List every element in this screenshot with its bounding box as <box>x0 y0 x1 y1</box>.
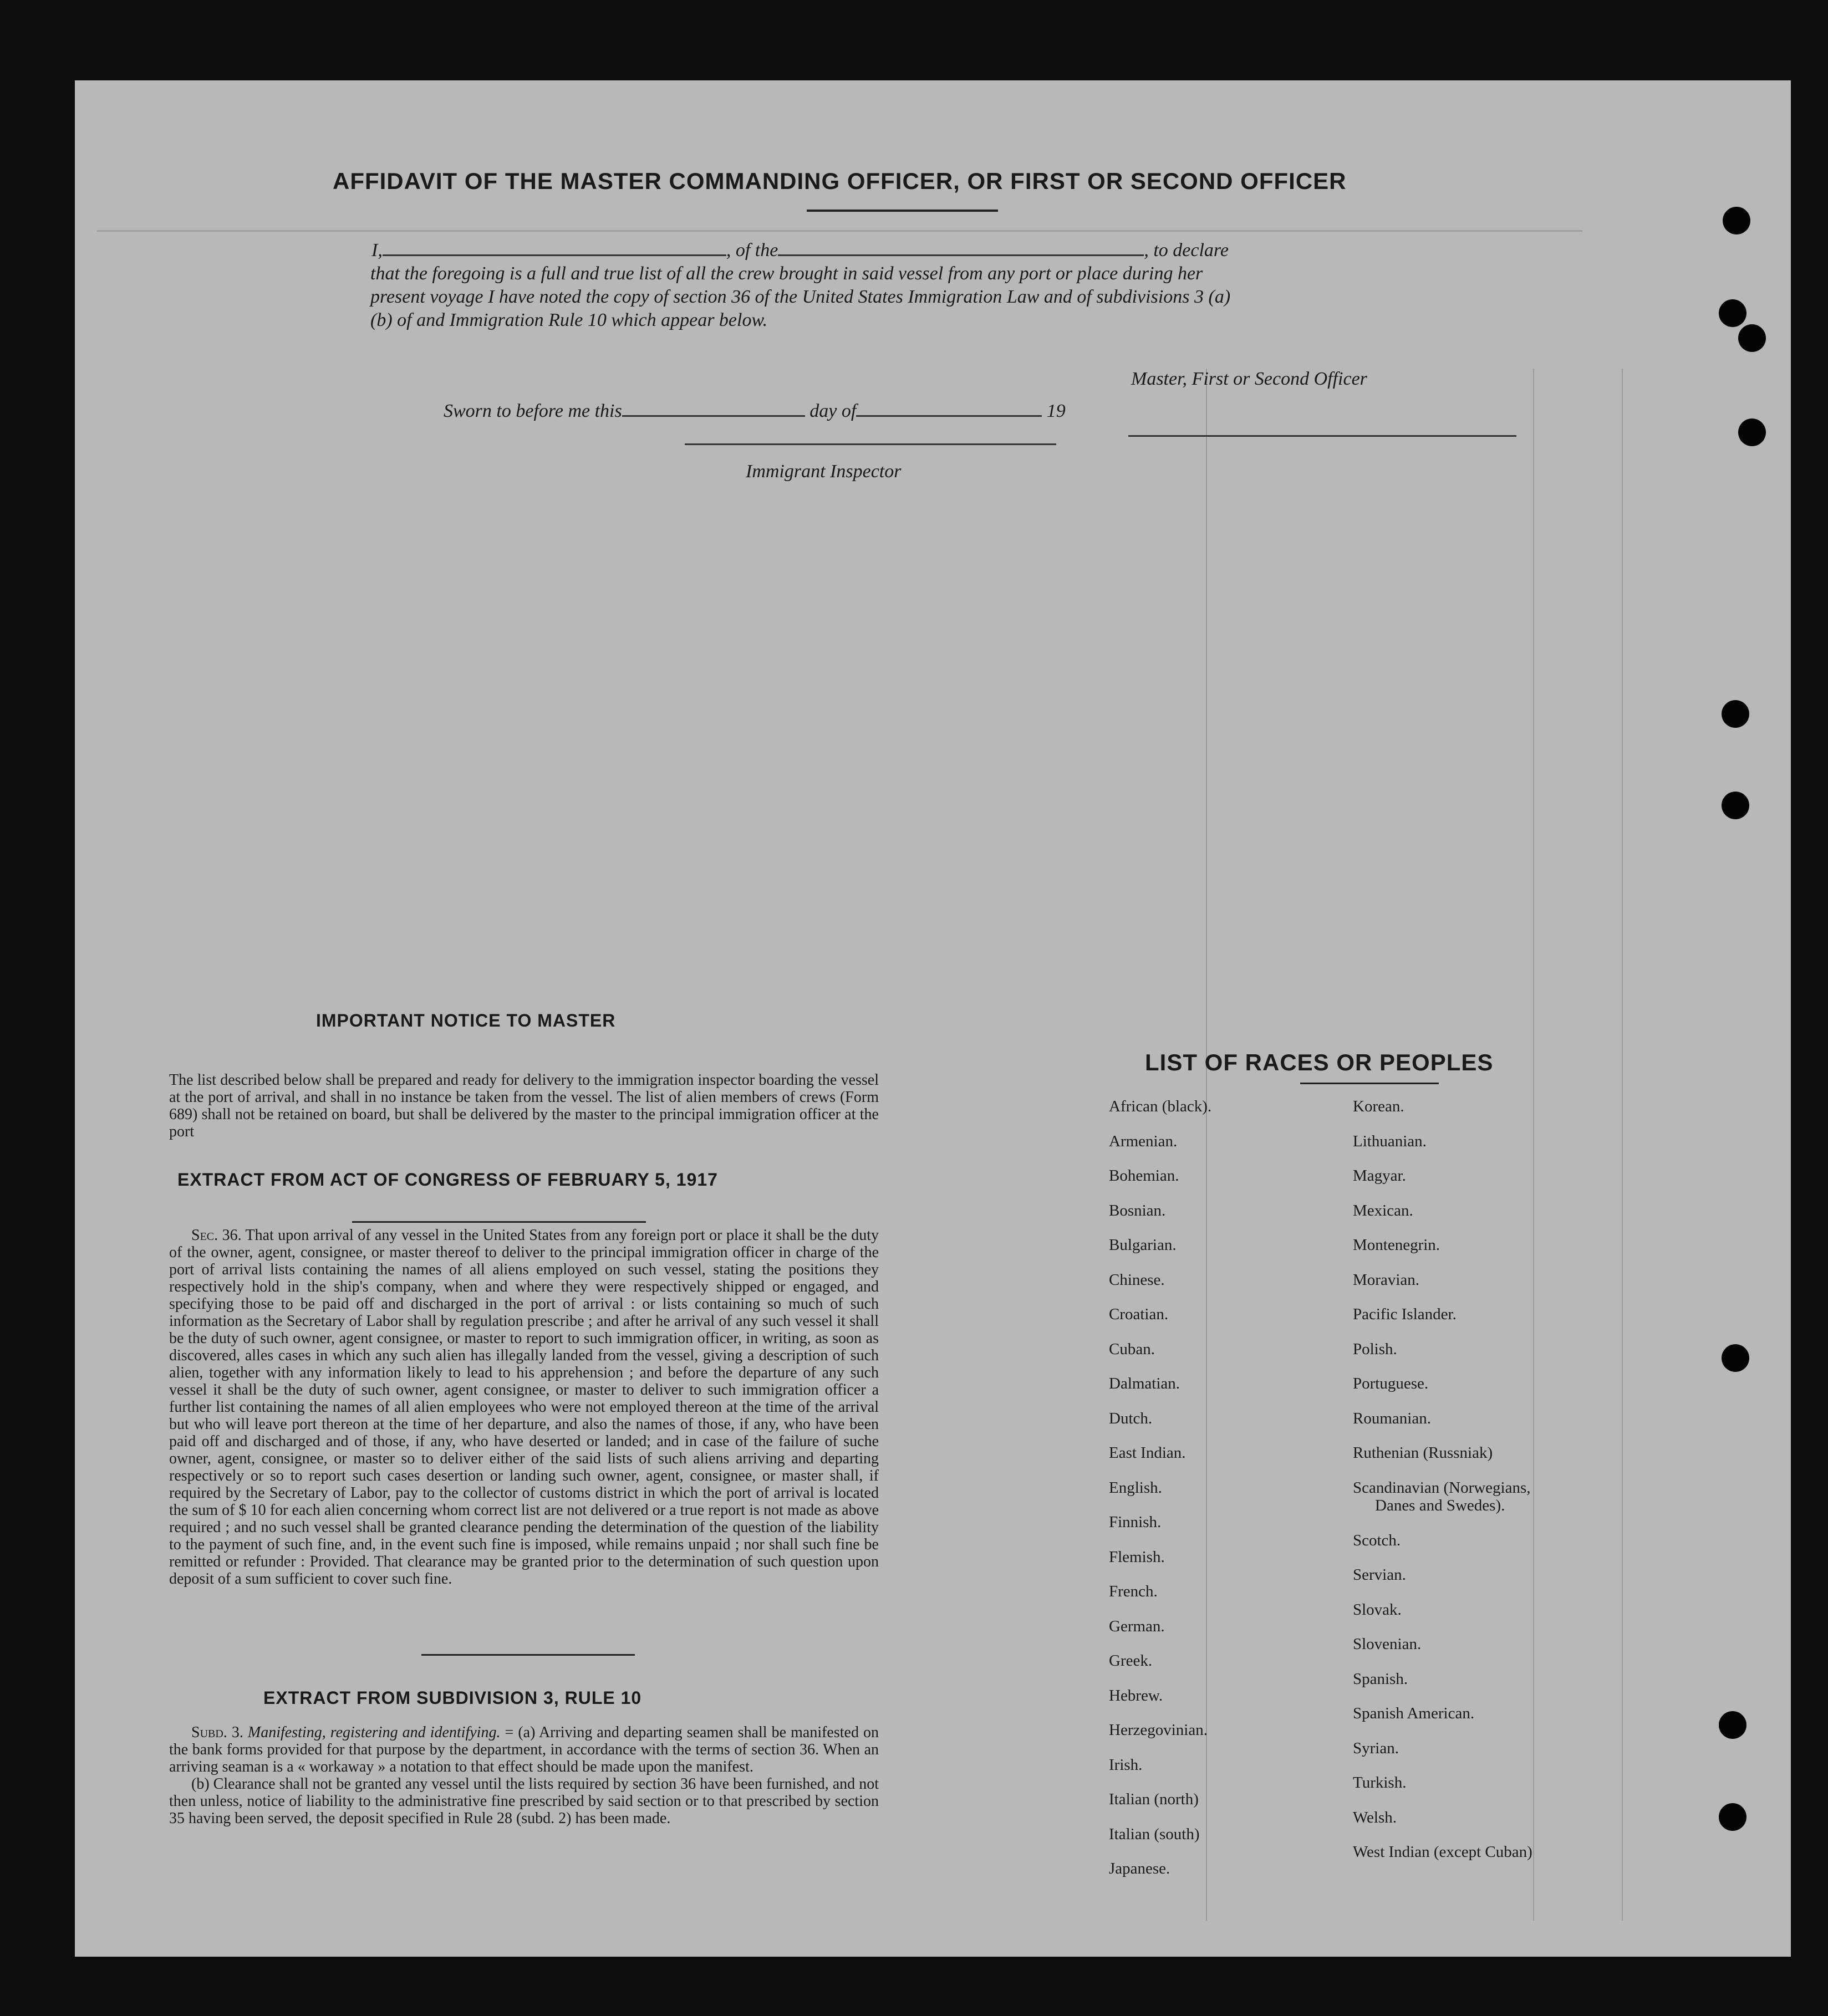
race-item: Herzegovinian. <box>1109 1721 1208 1739</box>
race-item: Syrian. <box>1353 1739 1399 1757</box>
races-title-rule <box>1300 1083 1439 1084</box>
affidavit-to-declare: , to declare <box>1144 240 1229 261</box>
sec-36-body: That upon arrival of any vessel in the United States from any foreign port or place it shall be the duty of the owner, agent, consignee, or master thereof to deliver to the principal immigration officer in charge of the port of arrival lists containing the names of all aliens employed on such vessel, stating the positions they respectively hold in the ship's company, when and where they were respectively shipped or engaged, and specifying those to be paid off and discharged in the port of arrival : or lists containing so much of such information as the Secretary of Labor shall by regulation prescribe ; and after he arrival of any such vessel it shall be the duty of such owner, agent consignee, or master to report to such immigration officer, in writing, as soon as discovered, alles cases in which any such alien has illegally landed from the vessel, giving a description of such alien, together with any information likely to lead to his apprehension ; and before the departure of any such vessel it shall be the duty of such owner, agent consignee, or master to deliver to such immigration officer a further list containing the names of all alien employees who were not employed thereon at the time of the arrival but who will leave port thereon at the time of her departure, and also the names of those, if any, who have been paid off and discharged and of those, if any, who have deserted or landed; and in case of the failure of suche owner, agent, consignee, or master so to deliver either of the said lists of such aliens arriving and departing respectively or so to report such cases desertion or landing such owner, agent, consignee, or master shall, if required by the Secretary of Labor, pay to the collector of customs district in which the port of arrival is located the sum of $ 10 for each alien concerning whom correct list are not delivered or a true report is not made as above required ; and no such vessel shall be granted clearance pending the determination of the question of the liability to the payment of such fine, and, in the event such fine is imposed, while remains unpaid ; nor shall such fine be remitted or refunder : Provided. That clearance may be granted prior to the determination of such question upon deposit of a sum sufficient to cover such fine. <box>169 1227 879 1588</box>
act-section-36-text <box>169 1227 879 1588</box>
race-item: Bulgarian. <box>1109 1236 1177 1254</box>
race-item: Roumanian. <box>1353 1409 1431 1427</box>
race-item: Ruthenian (Russniak) <box>1353 1444 1493 1462</box>
bleed-column-line <box>1533 369 1534 1921</box>
race-item: Polish. <box>1353 1340 1397 1358</box>
race-item: Bosnian. <box>1109 1201 1166 1219</box>
affidavit-of-the: , of the <box>726 240 778 261</box>
race-item: West Indian (except Cuban) <box>1353 1843 1532 1861</box>
race-item: Bohemian. <box>1109 1167 1179 1185</box>
race-item: Spanish American. <box>1353 1704 1475 1722</box>
act-end-rule <box>421 1654 635 1656</box>
subd-3-a: = (a) Arriving and departing seamen shall be manifested on the bank forms provided for that purpose by the department, in accordance with the terms of section 36. When an arriving seaman is a « workaway » a notation to that effect should be made upon the manifest. <box>169 1724 879 1775</box>
punch-hole <box>1722 792 1749 819</box>
vessel-blank[interactable] <box>778 254 1144 256</box>
race-item: Italian (north) <box>1109 1790 1199 1808</box>
race-item: Spanish. <box>1353 1670 1408 1688</box>
master-signature-label: Master, First or Second Officer <box>1131 369 1367 389</box>
bleed-column-line <box>1622 369 1623 1921</box>
form-sheet <box>75 80 1791 1957</box>
race-item: Mexican. <box>1353 1201 1413 1219</box>
race-item: Dutch. <box>1109 1409 1153 1427</box>
races-left-column <box>1109 1098 1211 1895</box>
races-right-column <box>1353 1098 1532 1878</box>
race-item: Irish. <box>1109 1755 1143 1774</box>
race-item: German. <box>1109 1617 1165 1635</box>
race-item: Lithuanian. <box>1353 1132 1427 1150</box>
punch-hole <box>1719 1803 1746 1831</box>
rule-extract-title: EXTRACT FROM SUBDIVISION 3, RULE 10 <box>263 1688 642 1708</box>
subd-3-label: Subd. 3. <box>191 1724 243 1741</box>
subd-3-b: (b) Clearance shall not be granted any vessel until the lists required by section 36 have been furnished, and not then unless, notice of liability to the administrative fine prescribed by said section or to that prescribed by section 35 having been served, the deposit specified in Rule 28 (subd. 2) has been made. <box>169 1775 879 1827</box>
punch-hole <box>1723 207 1750 234</box>
rule-text <box>169 1724 879 1827</box>
race-item: Montenegrin. <box>1353 1236 1440 1254</box>
race-item: Servian. <box>1353 1566 1406 1584</box>
race-item: Japanese. <box>1109 1860 1170 1877</box>
day-of-text: day of <box>809 401 857 421</box>
race-item: Hebrew. <box>1109 1686 1163 1704</box>
race-item: Magyar. <box>1353 1167 1406 1185</box>
race-item: Portuguese. <box>1353 1375 1429 1392</box>
affidavit-title: AFFIDAVIT OF THE MASTER COMMANDING OFFICER, OR FIRST OR SECOND OFFICER <box>333 168 1347 194</box>
race-item: Turkish. <box>1353 1774 1407 1792</box>
races-title: LIST OF RACES OR PEOPLES <box>1145 1049 1494 1075</box>
master-signature-line[interactable] <box>1128 435 1516 437</box>
sworn-month-blank[interactable] <box>856 415 1042 417</box>
sworn-line <box>444 401 1066 422</box>
subd-3-heading: Manifesting, registering and identifying. <box>247 1724 501 1741</box>
notice-title: IMPORTANT NOTICE TO MASTER <box>316 1010 616 1030</box>
act-title-rule <box>352 1221 646 1223</box>
race-item: English. <box>1109 1478 1162 1497</box>
affidavit-line-1 <box>371 240 1229 261</box>
sworn-text: Sworn to before me this <box>444 401 622 421</box>
race-item: Flemish. <box>1109 1548 1165 1566</box>
race-item: Welsh. <box>1353 1808 1397 1826</box>
punch-hole <box>1738 324 1766 352</box>
affidavit-line-3: present voyage I have noted the copy of section 36 of the United States Immigration Law and of subdivisions 3 (a) <box>370 287 1231 307</box>
title-underline <box>807 210 998 212</box>
inspector-signature-label: Immigrant Inspector <box>746 461 902 482</box>
punch-hole <box>1719 1711 1746 1739</box>
race-item: Moravian. <box>1353 1270 1419 1289</box>
race-item: French. <box>1109 1583 1158 1600</box>
punch-hole <box>1738 418 1766 446</box>
notice-text: The list described below shall be prepared and ready for delivery to the immigration inspector boarding the vessel at the port of arrival, and shall in no instance be taken from the vessel. The list of alien members of crews (Form 689) shall not be retained on board, but shall be delivered by the master to the principal immigration officer at the port <box>169 1071 879 1140</box>
race-item: Finnish. <box>1109 1513 1162 1531</box>
affidavit-line-4: (b) of and Immigration Rule 10 which appear below. <box>370 310 768 330</box>
punch-hole <box>1722 1344 1749 1372</box>
sec-36-label: Sec. 36. <box>191 1227 242 1244</box>
race-item: Armenian. <box>1109 1132 1178 1150</box>
race-item: Scotch. <box>1353 1531 1401 1549</box>
race-item: Chinese. <box>1109 1270 1165 1289</box>
punch-hole <box>1719 299 1746 327</box>
bleed-through-decoration: ────────────────────────────────────────────────────────────────────────────────────────────────────────────────────────────────────────────────────────────────────────────────────────── <box>97 224 1582 239</box>
race-item: East Indian. <box>1109 1444 1186 1462</box>
race-item: Pacific Islander. <box>1353 1305 1457 1323</box>
race-item: Italian (south) <box>1109 1825 1200 1843</box>
year-text: 19 <box>1046 401 1066 421</box>
race-item: Croatian. <box>1109 1305 1169 1323</box>
race-item: Cuban. <box>1109 1340 1155 1358</box>
punch-hole <box>1722 700 1749 728</box>
affidavit-line-2: that the foregoing is a full and true list of all the crew brought in said vessel from any port or place during her <box>370 263 1203 284</box>
race-item: Slovak. <box>1353 1600 1402 1619</box>
race-item: African (black). <box>1109 1098 1212 1115</box>
act-extract-title: EXTRACT FROM ACT OF CONGRESS OF FEBRUARY 5, 1917 <box>177 1170 718 1190</box>
race-item: Slovenian. <box>1353 1635 1422 1653</box>
sworn-day-blank[interactable] <box>622 415 805 417</box>
race-item: Scandinavian (Norwegians, <box>1353 1478 1531 1497</box>
race-item: Korean. <box>1353 1098 1404 1115</box>
race-item: Dalmatian. <box>1109 1375 1180 1392</box>
inspector-signature-line[interactable] <box>685 443 1056 445</box>
race-item: Danes and Swedes). <box>1375 1497 1505 1514</box>
affidavit-i: I, <box>371 240 383 261</box>
race-item: Greek. <box>1109 1652 1153 1670</box>
name-blank[interactable] <box>383 254 726 256</box>
